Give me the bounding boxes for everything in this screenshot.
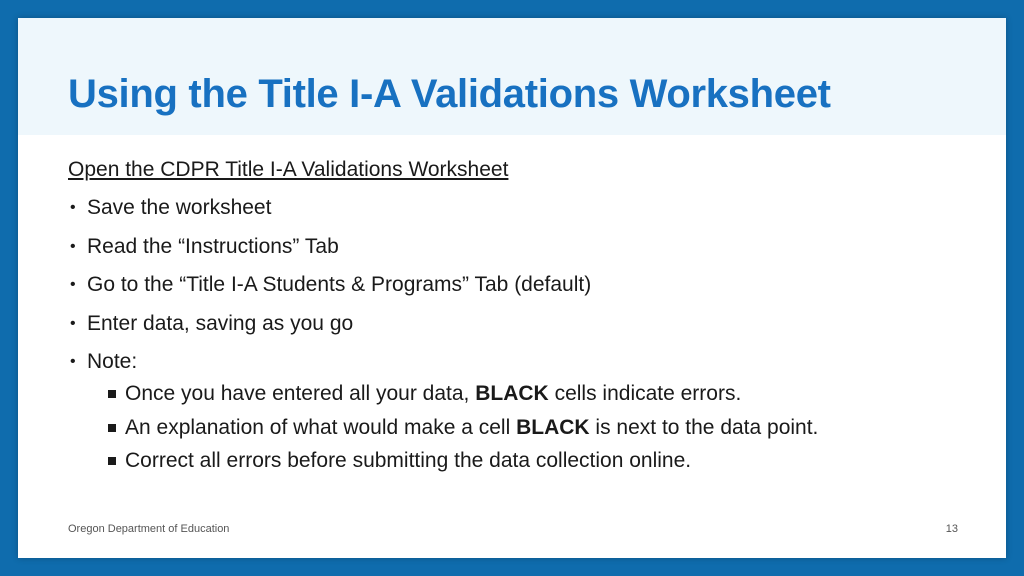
list-item: • Save the worksheet (70, 196, 272, 219)
page-number: 13 (945, 523, 958, 535)
list-item: • Enter data, saving as you go (70, 311, 354, 335)
list-item: • Read the “Instructions” Tab (70, 234, 339, 258)
sub-list-item: Once you have entered all your data, BLACK cells indicate errors. (87, 380, 988, 407)
title-band (18, 18, 1006, 135)
lead-text: Open the CDPR Title I-A Validations Worksheet (68, 158, 509, 181)
bullet-dot-icon: • (70, 353, 76, 370)
bullet-dot-icon: • (70, 314, 76, 332)
sub-bullet-list (87, 380, 988, 474)
slide-title: Using the Title I-A Validations Worksheet (68, 72, 831, 116)
square-bullet-icon (108, 457, 116, 465)
sub-list-item: An explanation of what would make a cell BLACK is next to the data point. (87, 414, 988, 441)
bullet-list (68, 195, 988, 474)
footer-organization: Oregon Department of Education (68, 523, 230, 535)
bullet-dot-icon: • (70, 276, 76, 293)
slide-content (68, 157, 988, 487)
list-item-note: • Note: Once you have entered all your data, BLACK cells indicate errors. An explanation of what would make a cell BLACK is next to the data point. Correct all errors before submitting the data collection online. (68, 349, 988, 474)
bullet-dot-icon: • (70, 199, 76, 216)
square-bullet-icon (108, 424, 116, 432)
sub-list-item: Correct all errors before submitting the data collection online. (87, 447, 988, 474)
slide (18, 18, 1006, 558)
bullet-dot-icon: • (70, 237, 76, 255)
list-item: • Go to the “Title I-A Students & Programs” Tab (default) (70, 273, 592, 296)
square-bullet-icon (108, 390, 116, 398)
